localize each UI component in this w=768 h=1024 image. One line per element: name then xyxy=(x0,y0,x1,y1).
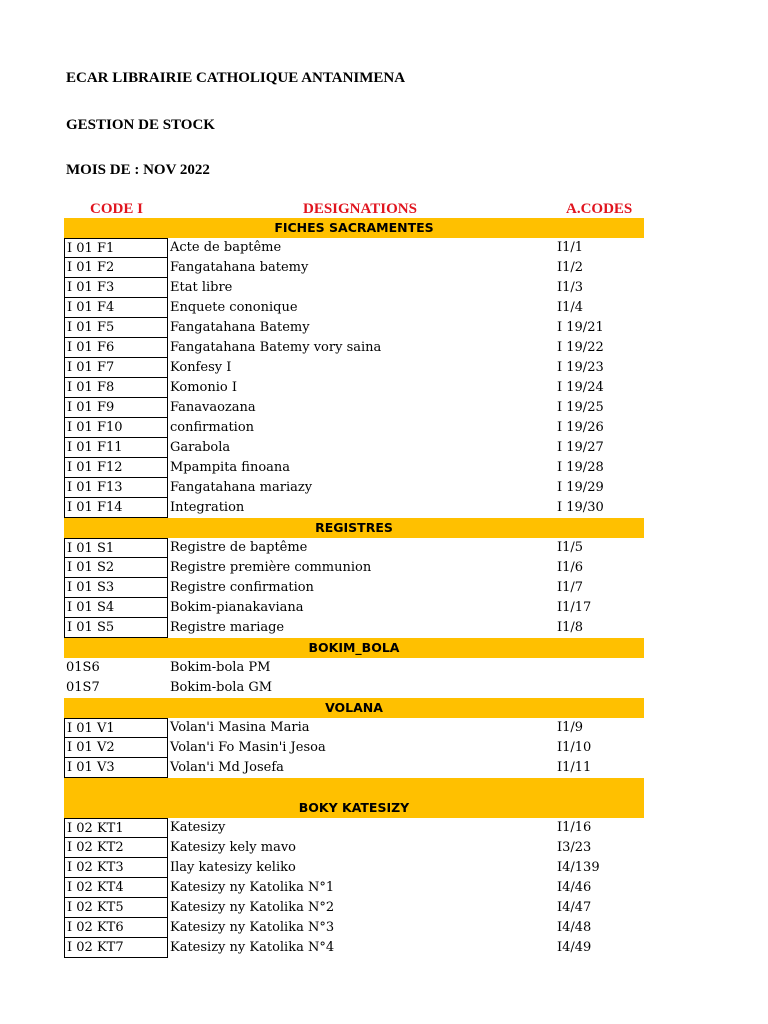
designation-cell: Registre première communion xyxy=(170,560,372,575)
code-cell: I 02 KT1 xyxy=(64,818,168,838)
section-title: REGISTRES xyxy=(315,520,393,535)
code-cell: I 02 KT4 xyxy=(64,878,168,898)
code-cell: I 01 F9 xyxy=(64,398,168,418)
section-title: VOLANA xyxy=(325,700,383,715)
designation-cell: Katesizy ny Katolika N°4 xyxy=(170,940,335,955)
code-cell: I 01 F5 xyxy=(64,318,168,338)
code-cell: 01S7 xyxy=(66,680,100,695)
code-cell: I 01 S4 xyxy=(64,598,168,618)
stock-table xyxy=(64,218,644,958)
designation-cell: Etat libre xyxy=(170,280,233,295)
table-row xyxy=(64,878,644,898)
table-row xyxy=(64,298,644,318)
table-row xyxy=(64,378,644,398)
section-title: BOKIM_BOLA xyxy=(308,640,400,655)
code-cell: I 02 KT5 xyxy=(64,898,168,918)
table-row xyxy=(64,618,644,638)
acode-cell: I4/48 xyxy=(557,920,592,935)
acode-cell: I 19/30 xyxy=(557,500,604,515)
designation-cell: Volan'i Masina Maria xyxy=(170,720,310,735)
code-cell: I 01 F14 xyxy=(64,498,168,518)
section-title: BOKY KATESIZY xyxy=(298,800,410,815)
acode-cell: I1/17 xyxy=(557,600,592,615)
designation-cell: Enquete cononique xyxy=(170,300,298,315)
table-row xyxy=(64,478,644,498)
table-row xyxy=(64,558,644,578)
acode-cell: I1/11 xyxy=(557,760,592,775)
code-cell: I 02 KT6 xyxy=(64,918,168,938)
code-cell: I 01 F2 xyxy=(64,258,168,278)
designation-cell: Bokim-pianakaviana xyxy=(170,600,304,615)
designation-cell: Bokim-bola GM xyxy=(170,680,273,695)
acode-cell: I 19/21 xyxy=(557,320,604,335)
table-row xyxy=(64,938,644,958)
code-cell: I 01 S5 xyxy=(64,618,168,638)
month-label: MOIS DE : NOV 2022 xyxy=(66,162,210,178)
table-row xyxy=(64,898,644,918)
designation-cell: Fangatahana Batemy vory saina xyxy=(170,340,382,355)
acode-cell: I 19/22 xyxy=(557,340,604,355)
code-cell: I 01 V1 xyxy=(64,718,168,738)
table-row xyxy=(64,758,644,778)
acode-cell: I1/9 xyxy=(557,720,584,735)
designation-cell: Bokim-bola PM xyxy=(170,660,271,675)
table-row xyxy=(64,418,644,438)
designation-cell: Fangatahana batemy xyxy=(170,260,309,275)
acode-cell: I1/16 xyxy=(557,820,592,835)
document-subtitle: GESTION DE STOCK xyxy=(66,117,215,133)
acode-cell: I 19/28 xyxy=(557,460,604,475)
designation-cell: Integration xyxy=(170,500,245,515)
acode-cell: I1/4 xyxy=(557,300,584,315)
table-row xyxy=(64,458,644,478)
acode-cell: I1/7 xyxy=(557,580,584,595)
acode-cell: I3/23 xyxy=(557,840,592,855)
acode-cell: I 19/24 xyxy=(557,380,604,395)
code-cell: I 01 F12 xyxy=(64,458,168,478)
table-row xyxy=(64,438,644,458)
code-cell: I 01 V2 xyxy=(64,738,168,758)
table-row xyxy=(64,258,644,278)
code-cell: I 01 F3 xyxy=(64,278,168,298)
acode-cell: I4/139 xyxy=(557,860,600,875)
acode-cell: I1/2 xyxy=(557,260,584,275)
designation-cell: Komonio I xyxy=(170,380,237,395)
column-header-designation: DESIGNATIONS xyxy=(303,201,417,217)
section-header xyxy=(64,218,644,238)
table-row xyxy=(64,498,644,518)
designation-cell: Garabola xyxy=(170,440,231,455)
section-header xyxy=(64,698,644,718)
code-cell: I 01 F8 xyxy=(64,378,168,398)
table-row xyxy=(64,918,644,938)
designation-cell: Registre confirmation xyxy=(170,580,314,595)
table-row xyxy=(64,238,644,258)
designation-cell: Fangatahana mariazy xyxy=(170,480,313,495)
code-cell: I 01 F4 xyxy=(64,298,168,318)
table-row xyxy=(64,838,644,858)
designation-cell: Katesizy kely mavo xyxy=(170,840,296,855)
section-header xyxy=(64,518,644,538)
acode-cell: I 19/25 xyxy=(557,400,604,415)
table-row xyxy=(64,338,644,358)
designation-cell: Registre de baptême xyxy=(170,540,308,555)
code-cell: I 01 V3 xyxy=(64,758,168,778)
acode-cell: I1/3 xyxy=(557,280,584,295)
acode-cell: I 19/26 xyxy=(557,420,604,435)
designation-cell: Katesizy ny Katolika N°3 xyxy=(170,920,335,935)
code-cell: I 01 F6 xyxy=(64,338,168,358)
designation-cell: Ilay katesizy keliko xyxy=(170,860,296,875)
acode-cell: I1/6 xyxy=(557,560,584,575)
designation-cell: Fangatahana Batemy xyxy=(170,320,310,335)
table-row xyxy=(64,678,644,698)
acode-cell: I1/10 xyxy=(557,740,592,755)
code-cell: I 01 F7 xyxy=(64,358,168,378)
acode-cell: I1/1 xyxy=(557,240,584,255)
designation-cell: confirmation xyxy=(170,420,255,435)
document-title: ECAR LIBRAIRIE CATHOLIQUE ANTANIMENA xyxy=(66,70,406,86)
designation-cell: Volan'i Md Josefa xyxy=(170,760,284,775)
table-row xyxy=(64,718,644,738)
code-cell: I 02 KT7 xyxy=(64,938,168,958)
column-header-acodes: A.CODES xyxy=(566,201,633,217)
code-cell: I 01 F10 xyxy=(64,418,168,438)
code-cell: I 02 KT3 xyxy=(64,858,168,878)
code-cell: 01S6 xyxy=(66,660,100,675)
code-cell: I 01 F13 xyxy=(64,478,168,498)
code-cell: I 01 F1 xyxy=(64,238,168,258)
table-row xyxy=(64,818,644,838)
designation-cell: Fanavaozana xyxy=(170,400,256,415)
designation-cell: Registre mariage xyxy=(170,620,285,635)
code-cell: I 01 S3 xyxy=(64,578,168,598)
designation-cell: Konfesy I xyxy=(170,360,232,375)
acode-cell: I 19/27 xyxy=(557,440,604,455)
acode-cell: I4/47 xyxy=(557,900,592,915)
code-cell: I 01 S2 xyxy=(64,558,168,578)
table-row xyxy=(64,538,644,558)
table-row xyxy=(64,278,644,298)
acode-cell: I 19/23 xyxy=(557,360,604,375)
designation-cell: Katesizy ny Katolika N°2 xyxy=(170,900,335,915)
table-row xyxy=(64,318,644,338)
designation-cell: Katesizy ny Katolika N°1 xyxy=(170,880,335,895)
acode-cell: I 19/29 xyxy=(557,480,604,495)
acode-cell: I1/5 xyxy=(557,540,584,555)
table-row xyxy=(64,738,644,758)
table-row xyxy=(64,598,644,618)
designation-cell: Mpampita finoana xyxy=(170,460,291,475)
acode-cell: I4/46 xyxy=(557,880,592,895)
table-row xyxy=(64,398,644,418)
designation-cell: Volan'i Fo Masin'i Jesoa xyxy=(170,740,326,755)
table-row xyxy=(64,658,644,678)
code-cell: I 01 F11 xyxy=(64,438,168,458)
section-header xyxy=(64,778,644,818)
designation-cell: Acte de baptême xyxy=(170,240,282,255)
acode-cell: I1/8 xyxy=(557,620,584,635)
table-row xyxy=(64,358,644,378)
acode-cell: I4/49 xyxy=(557,940,592,955)
code-cell: I 02 KT2 xyxy=(64,838,168,858)
section-title: FICHES SACRAMENTES xyxy=(274,220,434,235)
column-header-code: CODE I xyxy=(90,201,143,217)
code-cell: I 01 S1 xyxy=(64,538,168,558)
table-row xyxy=(64,578,644,598)
table-row xyxy=(64,858,644,878)
designation-cell: Katesizy xyxy=(170,820,226,835)
section-header xyxy=(64,638,644,658)
